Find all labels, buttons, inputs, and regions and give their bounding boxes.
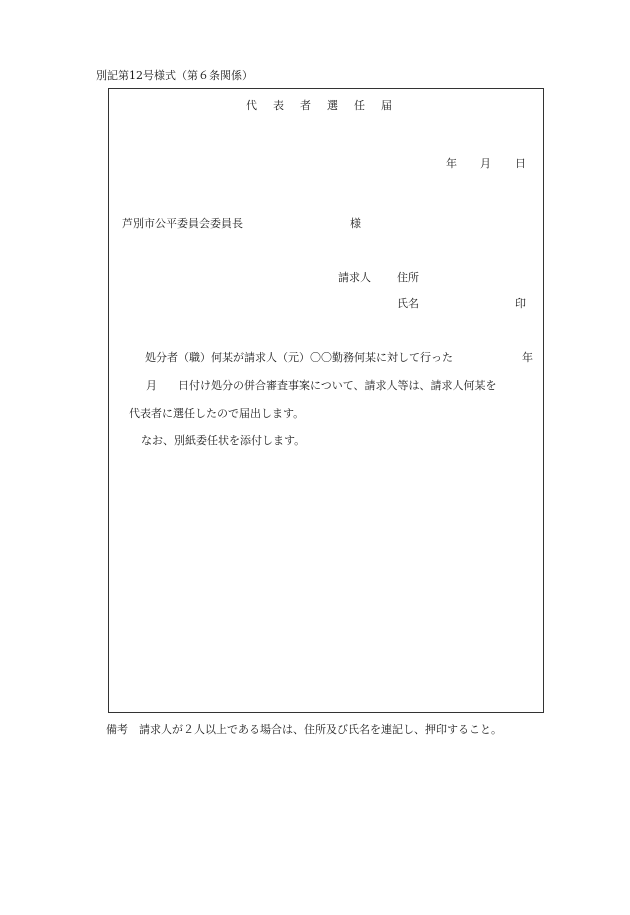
body-line-1-year: 年 [522,351,533,364]
year-label: 年 [446,157,457,170]
remarks-note: 備考 請求人が２人以上である場合は、住所及び氏名を連記し、押印すること。 [106,723,502,736]
form-label: 別記第12号様式（第６条関係） [96,69,253,82]
body-line-2-month: 月 [146,379,157,392]
body-line-1: 処分者（職）何某が請求人（元）〇〇勤務何某に対して行った [145,351,453,364]
month-label: 月 [480,157,491,170]
seal-label: 印 [515,297,526,310]
document-title: 代表者選任届 [246,99,408,112]
address-label: 住所 [397,271,419,284]
requester-label: 請求人 [338,271,371,284]
day-label: 日 [515,157,526,170]
form-frame [108,88,544,713]
addressee-honorific: 様 [350,217,361,230]
addressee-name: 芦別市公平委員会委員長 [122,217,243,230]
body-line-4: なお、別紙委任状を添付します。 [141,434,306,447]
body-line-3: 代表者に選任したので届出します。 [129,407,305,420]
name-label: 氏名 [397,297,419,310]
body-line-2: 日付け処分の併合審査事案について、請求人等は、請求人何某を [178,379,497,392]
